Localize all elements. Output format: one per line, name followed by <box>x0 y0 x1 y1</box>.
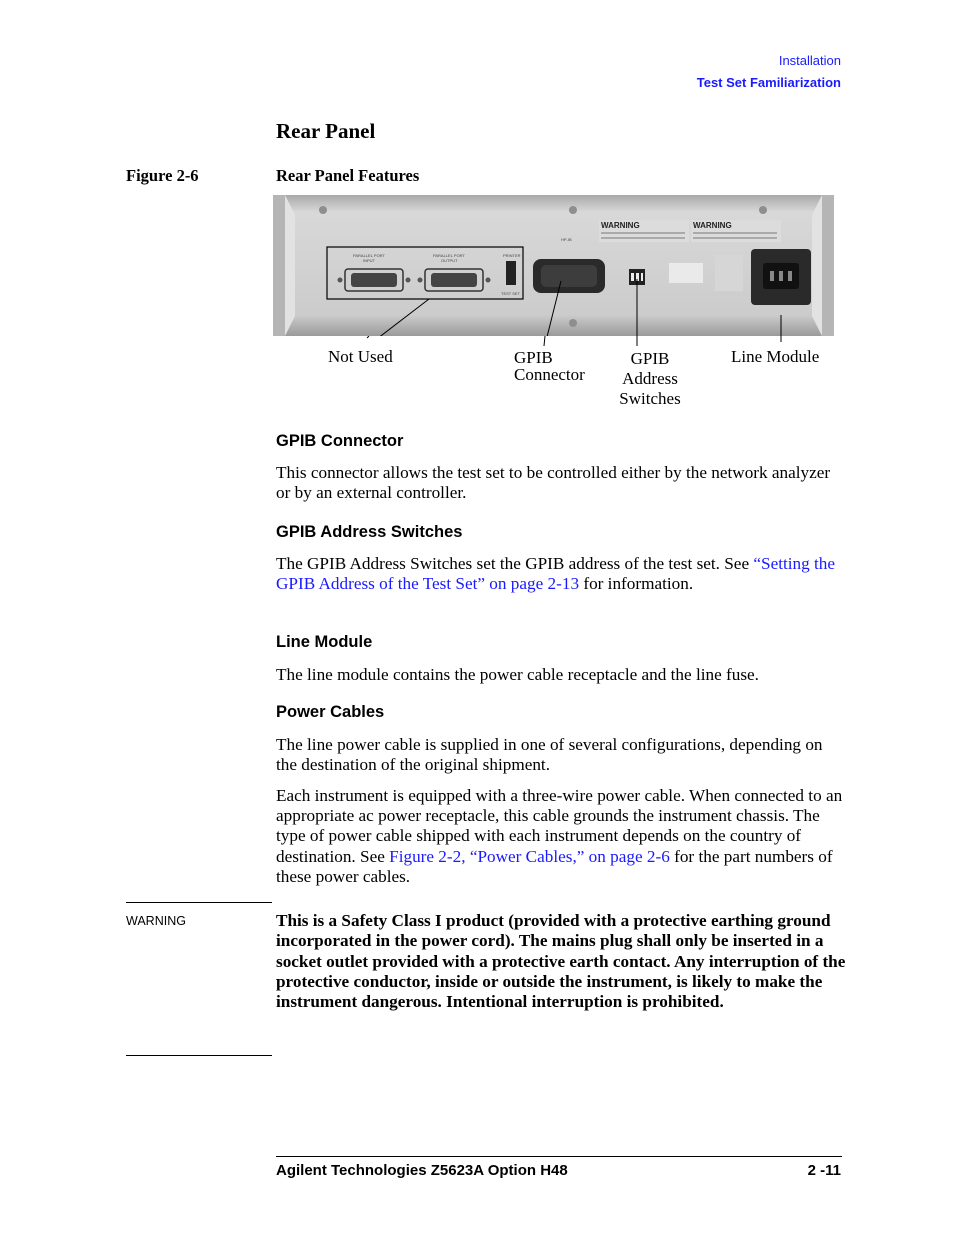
parallel-input-sublabel: INPUT <box>363 258 375 263</box>
heading-line-module: Line Module <box>276 633 373 651</box>
callout-gpib-address-line1: GPIB <box>630 349 670 368</box>
callout-gpib-connector <box>514 348 585 385</box>
footer-rule <box>276 1156 842 1157</box>
figure-label: Figure 2-6 <box>126 166 199 185</box>
gpib-port-label: HP-IB <box>561 237 572 242</box>
callout-gpib-connector-line1: GPIB <box>514 348 553 367</box>
warning-decal-2: WARNING <box>693 221 732 230</box>
warning-bottom-rule <box>126 1055 272 1056</box>
parallel-input-label: PARALLEL PORT <box>353 253 385 258</box>
paragraph-text: The GPIB Address Switches set the GPIB address of the test set. See <box>276 554 754 573</box>
footer-product-name: Agilent Technologies Z5623A Option H48 <box>276 1162 568 1179</box>
heading-gpib-address-switches: GPIB Address Switches <box>276 523 463 541</box>
callout-not-used: Not Used <box>328 347 393 366</box>
running-header-section[interactable]: Test Set Familiarization <box>696 75 841 90</box>
paragraph-power-cables-2 <box>276 786 846 887</box>
link-figure-power-cables[interactable]: Figure 2-2, “Power Cables,” on page 2-6 <box>389 846 670 866</box>
figure-title: Rear Panel Features <box>276 166 420 185</box>
heading-power-cables: Power Cables <box>276 703 385 721</box>
paragraph-text: Each instrument is equipped with a three-wire power cable. When connected to an appropriate ac power receptacle, this cable grounds the instrument chassis. The type of power cable shipped with each instrument depends on the country of destination. See <box>276 786 843 866</box>
warning-text: This is a Safety Class I product (provided with a protective earthing ground incorporated in the power cord). The mains plug shall only be inserted in a socket outlet provided with a protective earth contact. Any interruption of the protective conductor, inside or outside the instrument, is likely to make the instrument dangerous. Intentional interruption is prohibited. <box>276 911 846 1012</box>
paragraph-text: for the part numbers of these power cables. <box>276 846 833 886</box>
warning-top-rule <box>126 902 272 903</box>
test-set-label: TEST SET <box>501 291 521 296</box>
heading-gpib-connector: GPIB Connector <box>276 432 404 450</box>
paragraph-power-cables-1: The line power cable is supplied in one of several configurations, depending on the destination of the original shipment. <box>276 735 823 775</box>
footer-page-number: 2 -11 <box>807 1162 841 1179</box>
printer-label: PRINTER <box>503 253 521 258</box>
paragraph-gpib-connector: This connector allows the test set to be controlled either by the network analyzer or by an external controller. <box>276 463 831 503</box>
callout-gpib-address-line3: Switches <box>619 389 681 408</box>
warning-decal-1: WARNING <box>601 221 640 230</box>
callout-gpib-connector-line2: Connector <box>514 365 585 384</box>
rear-panel-photo <box>273 195 834 336</box>
warning-label: WARNING <box>126 914 186 928</box>
callout-gpib-address-line2: Address <box>622 369 678 388</box>
section-title: Rear Panel <box>276 119 376 143</box>
callout-line-module: Line Module <box>731 347 820 366</box>
paragraph-line-module: The line module contains the power cable receptacle and the line fuse. <box>276 665 759 684</box>
parallel-output-label: PARALLEL PORT <box>433 253 465 258</box>
parallel-output-sublabel: OUTPUT <box>441 258 458 263</box>
callout-gpib-address-switches <box>610 349 690 409</box>
link-setting-gpib-address[interactable]: “Setting the GPIB Address of the Test Set” on page 2-13 <box>276 554 835 594</box>
callout-leader-lines <box>273 336 834 346</box>
paragraph-gpib-address-switches <box>276 554 846 594</box>
running-header-chapter[interactable]: Installation <box>778 53 841 68</box>
paragraph-text: for information. <box>579 574 694 594</box>
